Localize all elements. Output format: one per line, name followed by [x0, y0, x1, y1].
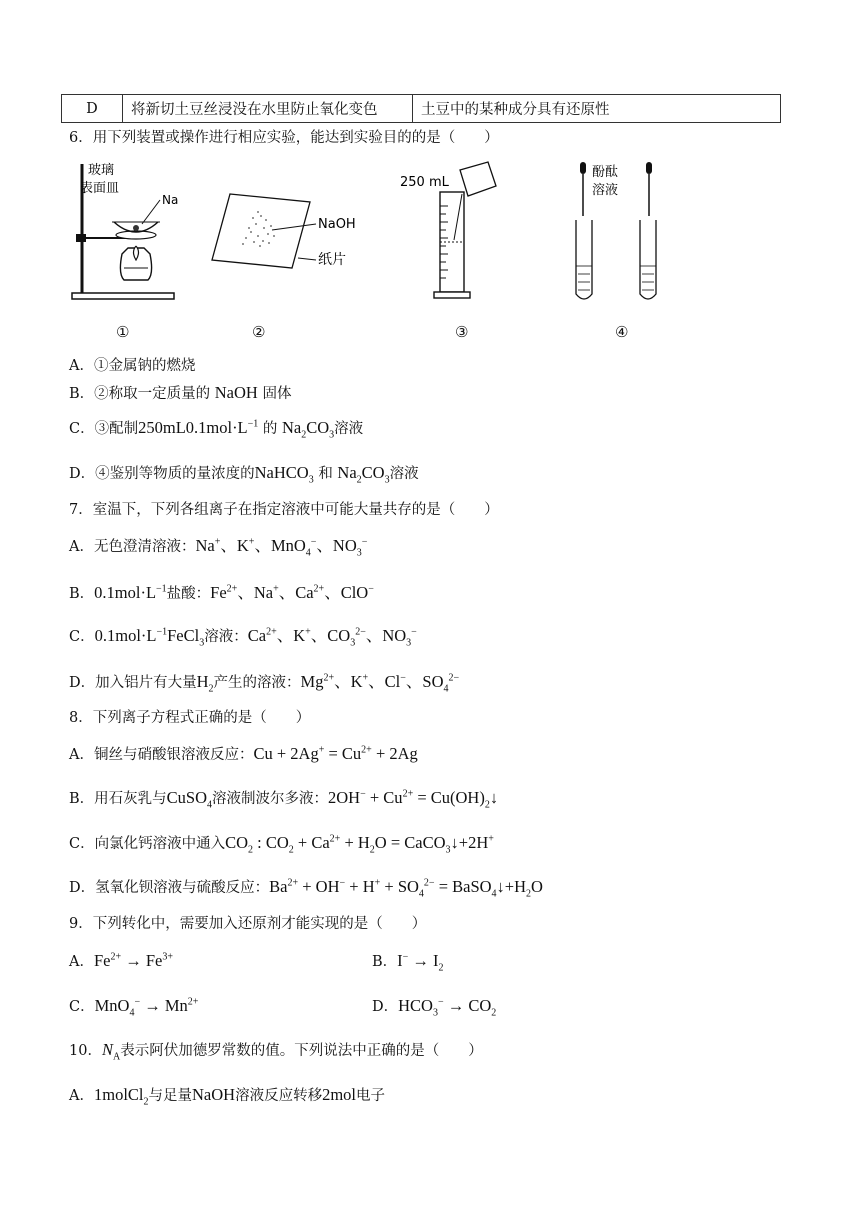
dropper-bulb-left: [580, 162, 586, 174]
question-8-stem: 8．下列离子方程式正确的是（ ）: [69, 710, 311, 726]
beaker-pouring: [460, 162, 496, 196]
figure-2-weighing-paper: [206, 188, 366, 278]
q7-option-a: A．无色澄清溶液：Na+、K+、MnO$_4$−、$NO_3^-$: [69, 536, 368, 559]
figure-4-label-phenolphthalein: 酚酞: [592, 165, 619, 180]
q8-option-c: C．向氯化钙溶液中通入$CO_2$ : $CO_2 + Ca^{2+} + H_2O$ = CaCO$_3$↓+2H+: [69, 833, 494, 856]
clamp: [76, 234, 86, 242]
q6-option-c: C．③配制$250mL0.1mol\cdot L^{-1}$ 的 $Na_2CO_3$溶液: [69, 418, 364, 441]
figure-3-label-volume: 250 mL: [400, 175, 449, 190]
figure-1-label-glass: 玻璃: [88, 163, 115, 178]
q8-option-a: A．铜丝与硝酸银溶液反应：$Cu + 2Ag^+ = Cu^{2+} + 2Ag$: [69, 744, 418, 763]
paper-sheet: [212, 194, 310, 268]
figure-3-cylinder: [400, 156, 510, 306]
figure-1-number: ①: [116, 323, 130, 341]
q6-option-d: D．④鉴别等物质的量浓度的NaHCO$_3$ 和 $Na_2CO_3$溶液: [69, 463, 419, 486]
answer-table: [61, 94, 781, 123]
figure-2-label-paper: 纸片: [318, 252, 346, 268]
figure-4-label-solution: 溶液: [592, 183, 619, 198]
q9-option-a: A．$Fe^{2+} \to Fe^{3+}$: [69, 951, 174, 970]
table-row: [62, 95, 781, 123]
table-cell-letter: D: [62, 95, 123, 123]
test-tube-left: [576, 220, 592, 299]
question-9-stem: 9．下列转化中，需要加入还原剂才能实现的是（ ）: [69, 916, 427, 932]
stand-base: [72, 293, 174, 299]
q6-option-a: A．①金属钠的燃烧: [69, 358, 196, 374]
figure-4-number: ④: [615, 323, 629, 341]
q6-option-b: B．②称取一定质量的 NaOH 固体: [69, 383, 292, 402]
q7-option-b: B．$0.1mol\cdot L^{-1}$盐酸：$Fe^{2+}$、Na+、$Ca^{2+}$、ClO−: [69, 583, 374, 602]
dropper-bulb-right: [646, 162, 652, 174]
figure-4-test-tubes: [562, 158, 682, 308]
flame: [134, 246, 139, 260]
q9-option-b: B．$I^- \to I_2$: [372, 951, 444, 974]
q7-option-c: C．$0.1mol\cdot L^{-1}FeCl_3$溶液：$Ca^{2+}$、K+、$CO_3^{2-}$、$NO_3^-$: [69, 626, 417, 649]
sodium-piece: [133, 225, 139, 231]
figure-3-number: ③: [455, 323, 469, 341]
table-cell-reason: 土豆中的某种成分具有还原性: [413, 95, 781, 123]
q8-option-b: B．用石灰乳与CuSO$_4$溶液制波尔多液：$2OH^- + Cu^{2+}$ = $Cu(OH)_2↓$: [69, 788, 499, 811]
question-6-stem: 6．用下列装置或操作进行相应实验，能达到实验目的的是（ ）: [69, 130, 499, 146]
figure-1-label-na: Na: [162, 193, 179, 207]
question-10-stem: 10．$N_A$表示阿伏加德罗常数的值。下列说法中正确的是（ ）: [69, 1040, 483, 1063]
figure-2-label-naoh: NaOH: [318, 217, 356, 232]
test-tube-right: [640, 220, 656, 299]
q7-option-d: D．加入铝片有大量$H_2$产生的溶液：$Mg^{2+}$、K+、Cl−、$SO_4^{2-}$: [69, 672, 460, 695]
cylinder-base: [434, 292, 470, 298]
figure-2-number: ②: [252, 323, 266, 341]
figure-1-label-dish: 表面皿: [80, 181, 120, 196]
q10-option-a: A．1molCl$_2$与足量NaOH溶液反应转移2mol电子: [69, 1085, 385, 1108]
q9-option-d: D．$HCO_3^- \to CO_2$: [372, 996, 497, 1019]
question-7-stem: 7．室温下，下列各组离子在指定溶液中可能大量共存的是（ ）: [69, 502, 499, 518]
figure-1-apparatus: [68, 156, 183, 306]
q9-option-c: C．$MnO_4^- \to Mn^{2+}$: [69, 996, 199, 1019]
q8-option-d: D．氢氧化钡溶液与硫酸反应：$Ba^{2+} + OH^- + H^+ + SO_4^{2-}$ = $BaSO_4↓+H_2O$: [69, 877, 543, 900]
paper-pointer: [298, 258, 316, 260]
figure-1-pointer: [142, 200, 160, 224]
table-cell-operation: 将新切土豆丝浸没在水里防止氧化变色: [123, 95, 413, 123]
